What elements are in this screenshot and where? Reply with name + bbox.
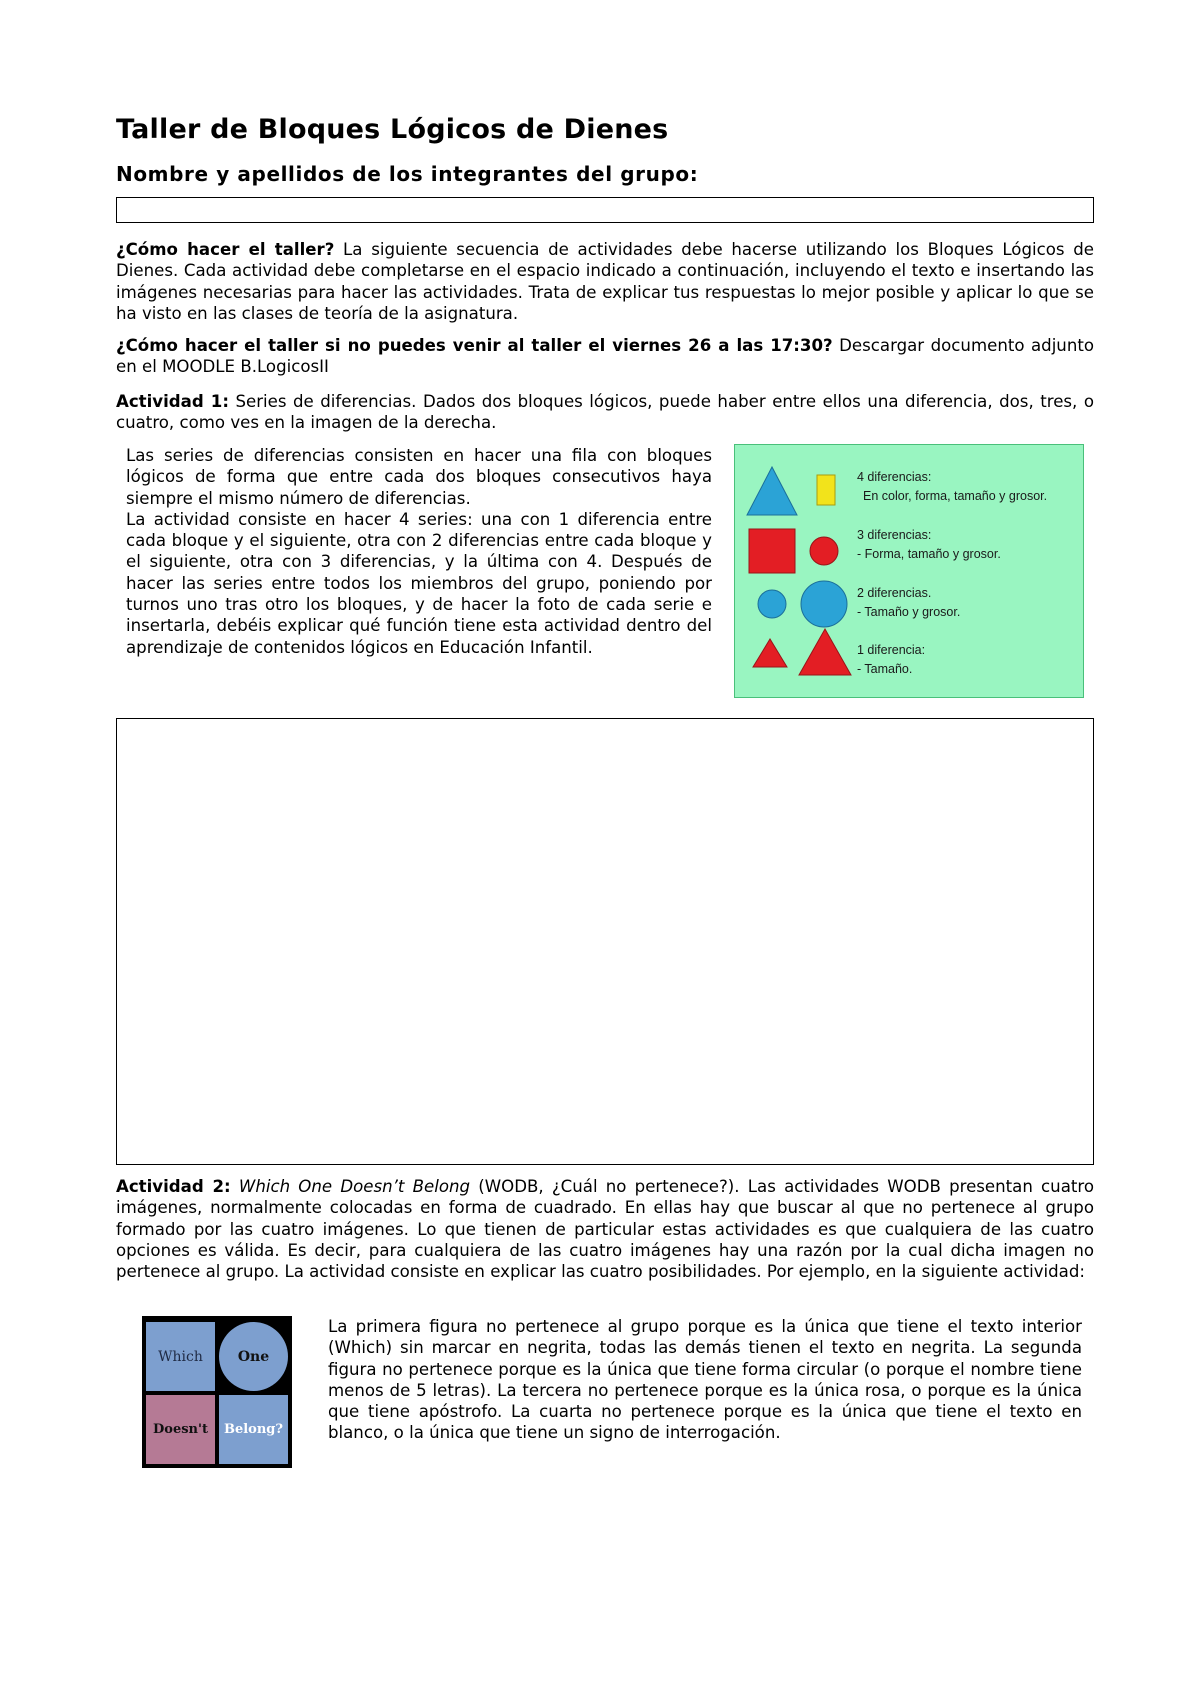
absent-text: Descargar documento adjunto en el MOODLE B.LogicosII xyxy=(116,336,1094,377)
document-title: Taller de Bloques Lógicos de Dienes xyxy=(116,114,669,145)
diff2-desc: - Tamaño y grosor. xyxy=(857,605,961,619)
how-to-paragraph xyxy=(116,239,1094,324)
activity1-text-1: Las series de diferencias consisten en hacer una fila con bloques lógicos de forma que entre cada dos bloques consecutivos haya siempre el mismo número de diferencias. xyxy=(126,446,712,508)
activity2-intro-text: (WODB, ¿Cuál no pertenece?). Las actividades WODB presentan cuatro imágenes, normalmente colocadas en forma de cuadrado. En ellas hay que buscar al que no pertenece al grupo formado por las cuatro imágenes. Lo que tienen de particular estas actividades es que cualquiera de las cuatro opciones es válida. Es decir, para cualquiera de las cuatro imágenes hay una razón por la cual dicha imagen no pertenece al grupo. La actividad consiste en explicar las cuatro posibilidades. Por ejemplo, en la siguiente actividad: xyxy=(116,1177,1094,1282)
wodb-belong-label: Belong? xyxy=(223,1422,284,1437)
wodb-figure xyxy=(142,1316,292,1468)
wodb-doesnt-cell xyxy=(146,1395,215,1464)
activity2-title: Which One Doesn’t Belong xyxy=(238,1177,471,1196)
red-circle-shape xyxy=(810,537,838,565)
activity1-label: Actividad 1: xyxy=(116,392,229,411)
activity2-label: Actividad 2: xyxy=(116,1177,231,1196)
activity1-intro xyxy=(116,391,1094,434)
large-blue-circle-shape xyxy=(801,581,847,627)
activity1-description xyxy=(126,445,712,658)
activity1-intro-text: Series de diferencias. Dados dos bloques lógicos, puede haber entre ellos una diferencia, dos, tres, o cuatro, como ves en la imagen de la derecha. xyxy=(116,392,1094,433)
small-red-triangle-shape xyxy=(753,639,787,667)
activity2-intro xyxy=(116,1176,1094,1282)
diff2-title: 2 diferencias. xyxy=(857,586,932,600)
activity1-answer-box[interactable] xyxy=(116,718,1094,1165)
diff3-desc: - Forma, tamaño y grosor. xyxy=(857,547,1001,561)
diff3-title: 3 diferencias: xyxy=(857,528,932,542)
activity1-text-2: La actividad consiste en hacer 4 series: una con 1 diferencia entre cada bloque y el siguiente, otra con 2 diferencias entre cada bloque y el siguiente, otra con 3 diferencias, y la última con 4. Después de hacer las series entre todos los miembros del grupo, poniendo por turnos uno tras otro los bloques, y de hacer la foto de cada serie e insertarla, debéis explicar qué función tiene esta actividad dentro del aprendizaje de contenidos lógicos en Educación Infantil. xyxy=(126,509,712,657)
how-to-text: La siguiente secuencia de actividades debe hacerse utilizando los Bloques Lógicos de Dienes. Cada actividad debe completarse en el espacio indicado a continuación, incluyendo el texto e insertando las imágenes necesarias para hacer las actividades. Trata de explicar tus respuestas lo mejor posible y aplicar lo que se ha visto en las clases de teoría de la asignatura. xyxy=(116,240,1094,323)
diff4-title: 4 diferencias: xyxy=(857,470,932,484)
small-blue-circle-shape xyxy=(758,590,786,618)
diff1-desc: - Tamaño. xyxy=(857,662,913,676)
wodb-which-cell xyxy=(146,1322,215,1391)
activity2-explanation: La primera figura no pertenece al grupo porque es la única que tiene el texto interior (Which) sin marcar en negrita, todas las demás tienen el texto en negrita. La segunda figura no pertenece porque es la única que tiene forma circular (o porque el nombre tiene menos de 5 letras). La tercera no pertenece porque es la única rosa, o porque es la única que tiene apóstrofo. La cuarta no pertenece porque es la única que tiene el texto en blanco, o la única que tiene un signo de interrogación. xyxy=(328,1317,1082,1443)
blue-triangle-shape xyxy=(747,467,797,515)
wodb-doesnt-label: Doesn't xyxy=(153,1422,208,1437)
diff4-desc: En color, forma, tamaño y grosor. xyxy=(863,489,1048,503)
group-members-heading: Nombre y apellidos de los integrantes del grupo: xyxy=(116,162,699,186)
absent-question: ¿Cómo hacer el taller si no puedes venir al taller el viernes 26 a las 17:30? xyxy=(116,336,833,355)
wodb-belong-cell xyxy=(219,1395,288,1464)
diff1-title: 1 diferencia: xyxy=(857,643,926,657)
yellow-rectangle-shape xyxy=(817,475,835,505)
absent-paragraph xyxy=(116,335,1094,378)
wodb-which-label: Which xyxy=(158,1348,203,1365)
wodb-one-cell xyxy=(219,1322,288,1391)
large-red-triangle-shape xyxy=(799,629,851,675)
red-square-shape xyxy=(749,529,795,573)
wodb-one-label: One xyxy=(237,1348,270,1365)
how-to-question: ¿Cómo hacer el taller? xyxy=(116,240,335,259)
differences-figure xyxy=(734,444,1084,698)
group-members-field[interactable] xyxy=(116,197,1094,223)
